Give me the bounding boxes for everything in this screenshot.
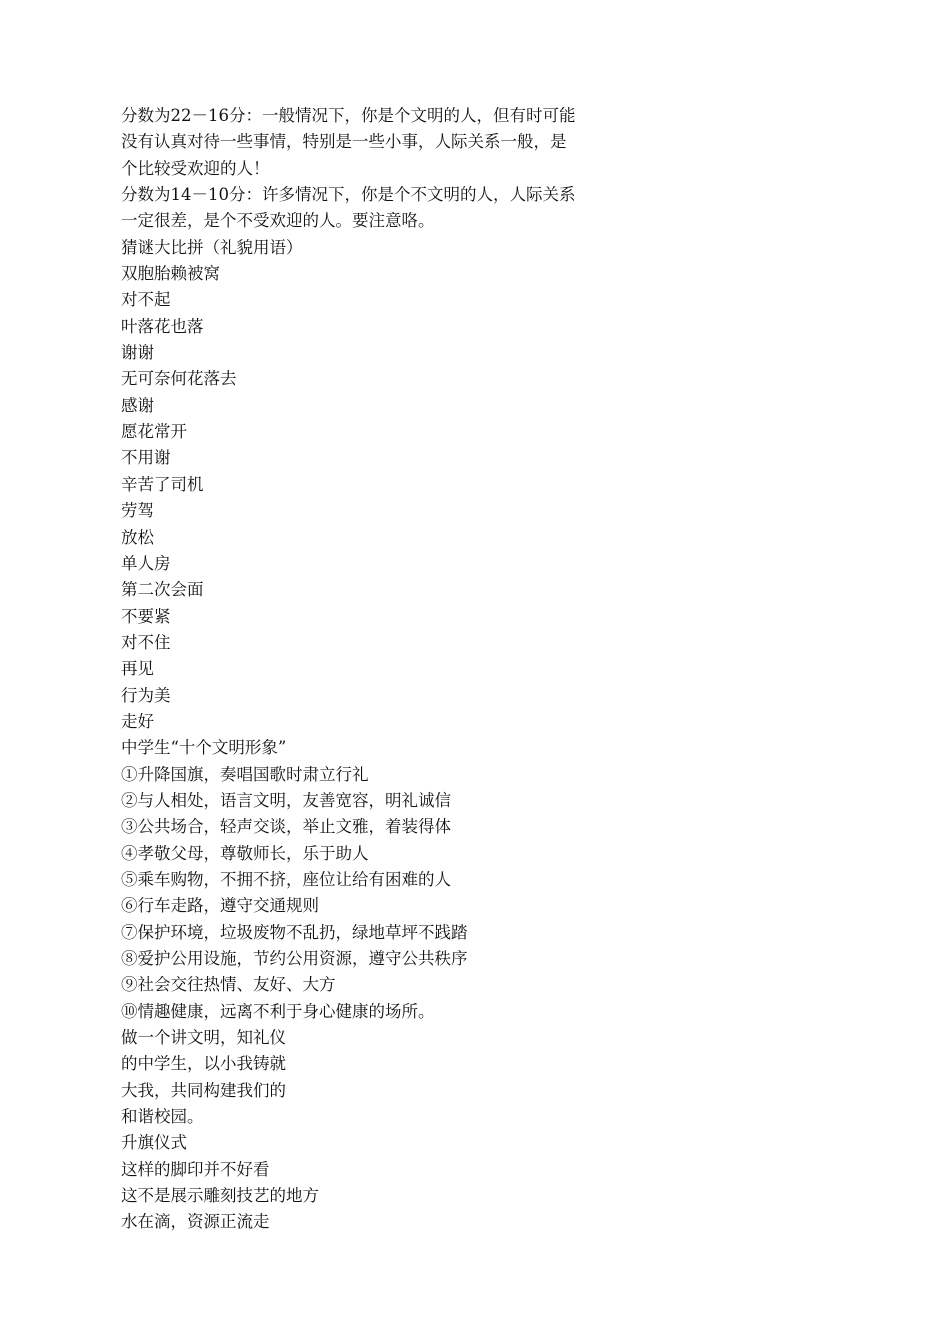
riddle-answer: 感谢 [121, 395, 154, 415]
riddle-line: 放松 [121, 527, 154, 547]
list-item: ⑤乘车购物，不拥不挤，座位让给有困难的人 [121, 869, 451, 889]
text-line: 这样的脚印并不好看 [121, 1159, 270, 1179]
list-item: ⑦保护环境，垃圾废物不乱扔，绿地草坪不践踏 [121, 922, 468, 942]
text-line: 分数为22－16分：一般情况下，你是个文明的人，但有时可能 [121, 106, 576, 125]
list-item: ⑧爱护公用设施，节约公用资源，遵守公共秩序 [121, 949, 468, 968]
text-line: 个比较受欢迎的人！ [121, 158, 270, 178]
riddle-answer: 谢谢 [121, 343, 154, 363]
text-line: 没有认真对待一些事情，特别是一些小事，人际关系一般，是 [121, 132, 567, 152]
riddle-answer: 对不起 [121, 290, 171, 310]
riddle-answer: 劳驾 [121, 501, 154, 521]
text-line: 大我，共同构建我们的 [121, 1080, 286, 1100]
riddle-line: 无可奈何花落去 [121, 369, 237, 389]
list-item: ⑥行车走路，遵守交通规则 [121, 896, 319, 916]
riddle-line: 第二次会面 [121, 580, 204, 600]
text-line: 一定很差，是个不受欢迎的人。要注意咯。 [121, 211, 435, 231]
riddle-answer: 单人房 [121, 553, 171, 573]
riddle-answer: 走好 [121, 711, 154, 731]
text-line: 和谐校园。 [121, 1107, 204, 1127]
riddle-line: 双胞胎赖被窝 [121, 264, 220, 284]
riddle-answer: 不要紧 [121, 606, 171, 626]
text-line: 水在滴，资源正流走 [121, 1212, 270, 1232]
riddle-line: 对不住 [121, 632, 171, 652]
list-item: ⑨社会交往热情、友好、大方 [121, 975, 336, 995]
list-item: ④孝敬父母，尊敬师长，乐于助人 [121, 843, 369, 863]
text-line: 做一个讲文明，知礼仪 [121, 1028, 286, 1048]
text-line: 的中学生，以小我铸就 [121, 1054, 286, 1074]
section-heading: 升旗仪式 [121, 1133, 187, 1153]
riddle-answer: 再见 [121, 659, 154, 679]
list-item: ①升降国旗，奏唱国歌时肃立行礼 [121, 764, 369, 784]
text-line: 这不是展示雕刻技艺的地方 [121, 1186, 319, 1206]
riddle-line: 愿花常开 [121, 422, 187, 442]
section-heading: 中学生“十个文明形象” [121, 738, 287, 758]
riddle-line: 行为美 [121, 685, 171, 705]
list-item: ⑩情趣健康，远离不利于身心健康的场所。 [121, 1001, 435, 1021]
riddle-line: 辛苦了司机 [121, 474, 204, 494]
text-line: 分数为14－10分：许多情况下，你是个不文明的人，人际关系 [121, 185, 576, 205]
riddle-answer: 不用谢 [121, 448, 171, 468]
list-item: ②与人相处，语言文明，友善宽容，明礼诚信 [121, 790, 451, 810]
list-item: ③公共场合，轻声交谈，举止文雅，着装得体 [121, 817, 451, 837]
document-body [121, 103, 621, 1236]
riddle-line: 叶落花也落 [121, 316, 204, 336]
section-heading: 猜谜大比拼（礼貌用语） [121, 237, 303, 257]
